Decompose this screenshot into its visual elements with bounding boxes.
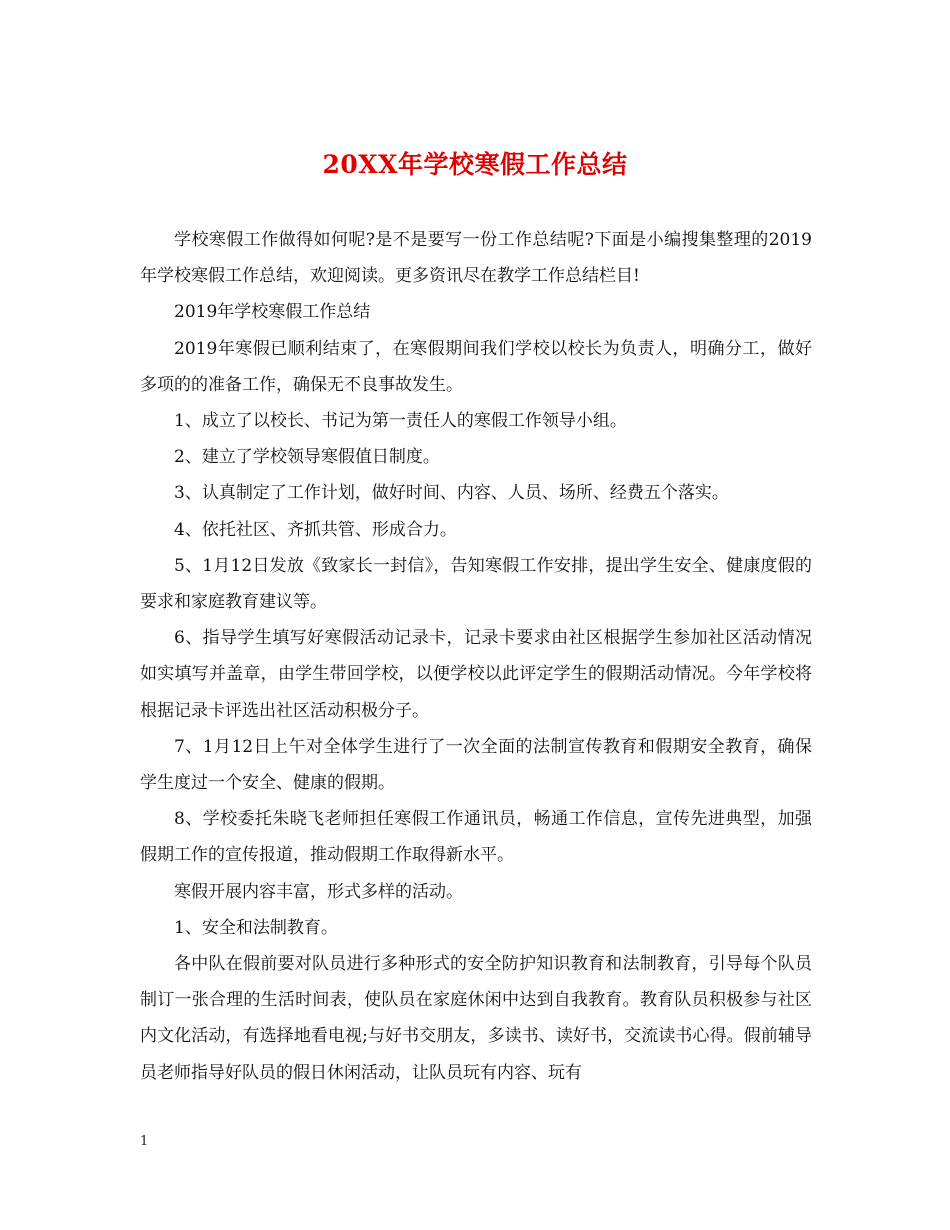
paragraph-item-1: 1、成立了以校长、书记为第一责任人的寒假工作领导小组。	[174, 411, 627, 432]
document-title: 20XX年学校寒假工作总结	[322, 150, 628, 179]
paragraph-overview: 2019年寒假已顺利结束了，在寒假期间我们学校以校长为负责人，明确分工，做好多项的的准备工作，确保无不良事故发生。	[140, 338, 812, 395]
paragraph-item-7: 7、1月12日上午对全体学生进行了一次全面的法制宣传教育和假期安全教育，确保学生度过一个安全、健康的假期。	[140, 736, 812, 794]
paragraph-intro: 学校寒假工作做得如何呢?是不是要写一份工作总结呢?下面是小编搜集整理的2019年学校寒假工作总结，欢迎阅读。更多资讯尽在教学工作总结栏目!	[140, 230, 812, 287]
paragraph-item-3: 3、认真制定了工作计划，做好时间、内容、人员、场所、经费五个落实。	[174, 483, 729, 504]
paragraph-item-8: 8、学校委托朱晓飞老师担任寒假工作通讯员，畅通工作信息，宣传先进典型，加强假期工作的宣传报道，推动假期工作取得新水平。	[140, 809, 812, 866]
paragraph-item-5: 5、1月12日发放《致家长一封信》，告知寒假工作安排，提出学生安全、健康度假的要求和家庭教育建议等。	[140, 555, 812, 613]
paragraph-safety-body: 各中队在假前要对队员进行多种形式的安全防护知识教育和法制教育，引导每个队员制订一张合理的生活时间表，使队员在家庭休闲中达到自我教育。教育队员积极参与社区内文化活动，有选择地看电视;与好书交朋友，多读书、读好书，交流读书心得。假前辅导员老师指导好队员的假日休闲活动，让队员玩有内容、玩有	[140, 954, 812, 1083]
paragraph-activities-heading: 寒假开展内容丰富，形式多样的活动。	[174, 881, 463, 902]
document-body	[140, 222, 812, 1091]
paragraph-item-2: 2、建立了学校领导寒假值日制度。	[174, 447, 440, 468]
paragraph-safety-heading: 1、安全和法制教育。	[174, 917, 338, 938]
page-number: 1	[140, 1134, 149, 1149]
paragraph-item-6: 6、指导学生填写好寒假活动记录卡，记录卡要求由社区根据学生参加社区活动情况如实填写并盖章，由学生带回学校，以便学校以此评定学生的假期活动情况。今年学校将根据记录卡评选出社区活动积极分子。	[140, 628, 812, 721]
paragraph-subtitle: 2019年学校寒假工作总结	[174, 302, 371, 323]
paragraph-item-4: 4、依托社区、齐抓共管、形成合力。	[174, 519, 457, 540]
